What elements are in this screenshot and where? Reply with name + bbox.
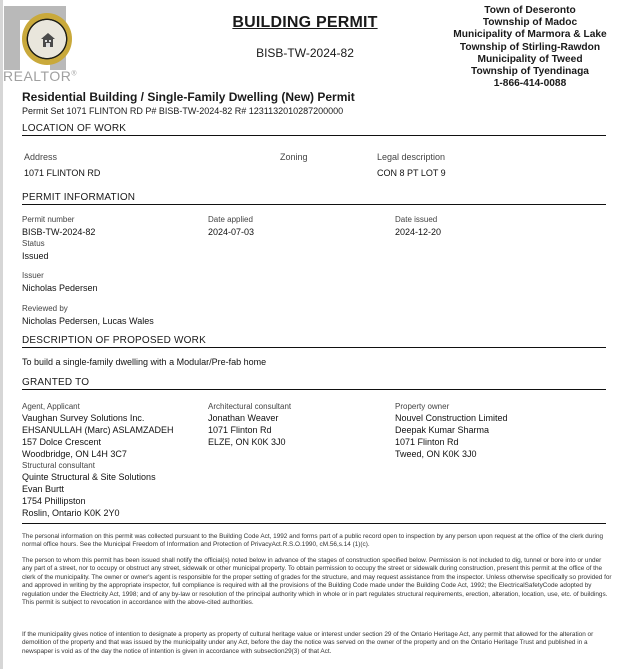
title-block	[200, 14, 410, 60]
reviewed-by-value: Nicholas Pedersen, Lucas Wales	[22, 316, 154, 326]
owner-line: Tweed, ON K0K 3J0	[395, 449, 477, 459]
issuer-value: Nicholas Pedersen	[22, 283, 98, 293]
privacy-notice: The personal information on this permit was collected pursuant to the Building Code Act, 1992 and forms part of a public record open to inspection by any person upon request at the office of the clerk during normal office hours. See the Municipal Freedom of Information and Protection of PrivacyAct.R.S.O.1990, cM.56,s.14 (1)(c).	[22, 533, 604, 549]
divider	[22, 523, 606, 524]
realtor-logo	[0, 0, 78, 88]
structural-line: 1754 Phillipston	[22, 496, 86, 506]
architectural-line: Jonathan Weaver	[208, 413, 279, 423]
date-issued-value: 2024-12-20	[395, 227, 442, 237]
permit-conditions-notice: The person to whom this permit has been issued shall notify the official(s) noted below in advance of the stages of construction specified below. Permission is not included to dig, tunnel or bore into or under any part of a street, nor to occupy or obstruct any street, sidewalk or other municipal property. To obtain permission to occupy the street or sidewalk during construction, present this permit at the office of the clerk of the municipality. The owner or owner's agent is responsible for the proper setting of grades for the structure, and may request assistance from the inspector. Unless otherwise specifically so provided for and approved in writing by the appropriate inspector, full compliance is required with all the provisions of the Building Code made under the Building Code Act, 1992; the ElectricalSafetyCode adopted by regulation under the Electricity Act, 1998; and of any by-law or resolution of the principal authority which in whole or in part regulates structural requirements, erection, alteration, location, use, etc. of buildings. This permit is subject to revocation in accordance with the above-cited authorities.	[22, 557, 612, 607]
permit-number-value: BISB-TW-2024-82	[22, 227, 96, 237]
agent-line: Vaughan Survey Solutions Inc.	[22, 413, 145, 423]
agent-line: 157 Dolce Crescent	[22, 437, 102, 447]
architectural-line: 1071 Flinton Rd	[208, 425, 272, 435]
property-owner-block	[395, 401, 508, 460]
municipality-item: Township of Madoc	[482, 17, 578, 29]
issuer-label: Issuer	[22, 271, 44, 280]
status-label: Status	[22, 239, 45, 248]
architectural-consultant-block	[208, 401, 291, 448]
reviewed-by-label: Reviewed by	[22, 304, 68, 313]
permit-number-label: Permit number	[22, 215, 75, 224]
structural-consultant-label: Structural consultant	[22, 461, 95, 470]
address-value: 1071 FLINTON RD	[24, 168, 101, 178]
date-applied-label: Date applied	[208, 215, 253, 224]
permit-set-line: Permit Set 1071 FLINTON RD P# BISB-TW-2024-82 R# 1231132010287200000	[22, 106, 344, 116]
owner-line: Nouvel Construction Limited	[395, 413, 508, 423]
section-location-of-work: LOCATION OF WORK	[22, 123, 606, 136]
section-description-of-proposed-work: DESCRIPTION OF PROPOSED WORK	[22, 335, 606, 348]
owner-line: Deepak Kumar Sharma	[395, 425, 490, 435]
description-text: To build a single-family dwelling with a Modular/Pre-fab home	[22, 357, 267, 367]
structural-line: Evan Burtt	[22, 484, 65, 494]
municipality-item: Municipality of Tweed	[477, 53, 583, 65]
document-title: BUILDING PERMIT	[232, 14, 378, 31]
phone-number: 1-866-414-0088	[493, 78, 567, 90]
structural-line: Quinte Structural & Site Solutions	[22, 472, 156, 482]
section-permit-information: PERMIT INFORMATION	[22, 192, 606, 205]
address-label: Address	[24, 152, 58, 162]
permit-type: Residential Building / Single-Family Dwelling (New) Permit	[22, 90, 355, 104]
municipality-item: Town of Deseronto	[484, 5, 576, 16]
municipality-item: Municipality of Marmora & Lake	[453, 29, 607, 41]
date-applied-value: 2024-07-03	[208, 227, 255, 237]
architectural-line: ELZE, ON K0K 3J0	[208, 437, 286, 447]
municipality-item: Township of Stirling-Rawdon	[459, 41, 601, 53]
owner-line: 1071 Flinton Rd	[395, 437, 459, 447]
section-granted-to: GRANTED TO	[22, 377, 606, 390]
agent-line: Woodbridge, ON L4H 3C7	[22, 449, 127, 459]
agent-applicant-block	[22, 401, 174, 519]
heritage-notice: If the municipality gives notice of intention to designate a property as property of cultural heritage value or interest under section 29 of the Ontario Heritage Act, any permit that allowed for the alteration or demolition of the property and that was issued by the municipality under any Act, before the day the notice was served on the owner of the property and on the Ontario Heritage Trust and published in a newspaper is void as of the day the notice of intention is given in accordance with subsection29(3) of that Act.	[22, 631, 594, 655]
property-owner-label: Property owner	[395, 402, 450, 411]
municipality-list	[445, 5, 615, 90]
header-permit-number: BISB-TW-2024-82	[256, 46, 354, 60]
legal-description-value: CON 8 PT LOT 9	[377, 168, 446, 178]
legal-description-label: Legal description	[377, 152, 446, 162]
date-issued-label: Date issued	[395, 215, 438, 224]
realtor-wordmark: REALTOR®	[3, 68, 78, 84]
status-value: Issued	[22, 251, 49, 261]
house-icon	[40, 32, 56, 48]
agent-line: EHSANULLAH (Marc) ASLAMZADEH	[22, 425, 174, 435]
structural-line: Roslin, Ontario K0K 2Y0	[22, 508, 120, 518]
architectural-consultant-label: Architectural consultant	[208, 402, 292, 411]
agent-label: Agent, Applicant	[22, 402, 80, 411]
zoning-label: Zoning	[280, 152, 308, 162]
municipality-item: Township of Tyendinaga	[471, 66, 589, 78]
page-edge	[0, 0, 3, 669]
